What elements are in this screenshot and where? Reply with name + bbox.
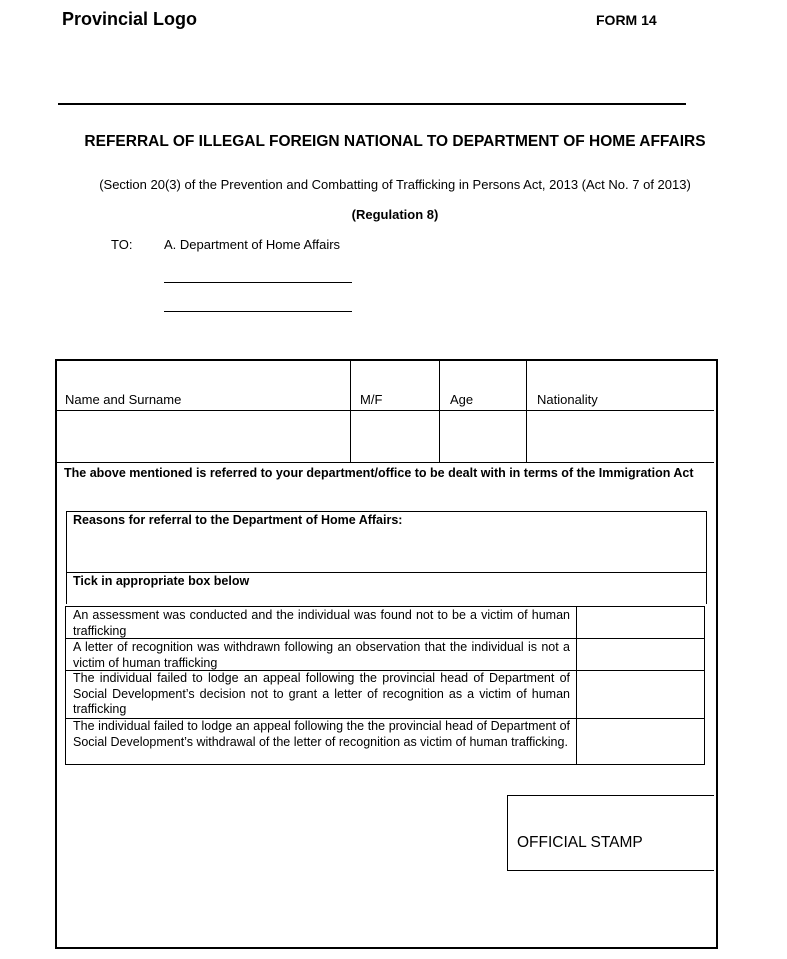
header-divider — [58, 103, 686, 105]
column-divider — [526, 360, 527, 462]
option-text-4: The individual failed to lodge an appeal following the the provincial head of Department of Social Development’s withdrawal of the letter of recognition as victim of human trafficking. — [73, 719, 570, 749]
option-text-2: A letter of recognition was withdrawn following an observation that the individual is not a victim of human trafficking — [73, 640, 570, 670]
row-divider — [56, 462, 714, 463]
option-text-3: The individual failed to lodge an appeal following the provincial head of Department of Social Development’s decision not to grant a letter of recognition as a victim of human trafficking — [73, 671, 570, 716]
address-line-1[interactable] — [164, 282, 352, 283]
reasons-divider — [66, 572, 706, 573]
checkbox-divider — [576, 606, 577, 765]
column-header-nationality: Nationality — [537, 392, 598, 407]
referral-statement: The above mentioned is referred to your department/office to be dealt with in terms of the Immigration Act — [64, 466, 694, 480]
row-divider — [56, 410, 714, 411]
age-field[interactable] — [441, 412, 525, 461]
provincial-logo: Provincial Logo — [62, 9, 198, 29]
reasons-label: Reasons for referral to the Department of Home Affairs: — [73, 513, 403, 527]
name-field[interactable] — [57, 412, 349, 461]
addressee-department: A. Department of Home Affairs — [164, 237, 341, 252]
form-number: FORM 14 — [596, 12, 657, 28]
reasons-field[interactable] — [68, 530, 704, 570]
section-reference: (Section 20(3) of the Prevention and Combatting of Trafficking in Persons Act, 2013 (Act No. 7 of 2013) — [99, 177, 691, 192]
option-checkbox-3[interactable] — [578, 672, 704, 717]
option-text-1: An assessment was conducted and the individual was found not to be a victim of human trafficking — [73, 608, 570, 638]
regulation-reference: (Regulation 8) — [351, 207, 439, 222]
option-checkbox-4[interactable] — [578, 720, 704, 763]
option-checkbox-1[interactable] — [578, 608, 704, 637]
nationality-field[interactable] — [528, 412, 713, 461]
column-divider — [350, 360, 351, 462]
column-divider — [439, 360, 440, 462]
official-stamp-box[interactable] — [507, 795, 714, 871]
address-line-2[interactable] — [164, 311, 352, 312]
column-header-gender: M/F — [360, 392, 383, 407]
form-title: REFERRAL OF ILLEGAL FOREIGN NATIONAL TO DEPARTMENT OF HOME AFFAIRS — [84, 133, 706, 150]
column-header-age: Age — [450, 392, 474, 407]
official-stamp-label: OFFICIAL STAMP — [517, 834, 643, 851]
option-checkbox-2[interactable] — [578, 640, 704, 669]
tick-instruction: Tick in appropriate box below — [73, 574, 250, 588]
gender-field[interactable] — [352, 412, 438, 461]
column-header-name: Name and Surname — [65, 392, 182, 407]
to-label: TO: — [111, 237, 133, 252]
